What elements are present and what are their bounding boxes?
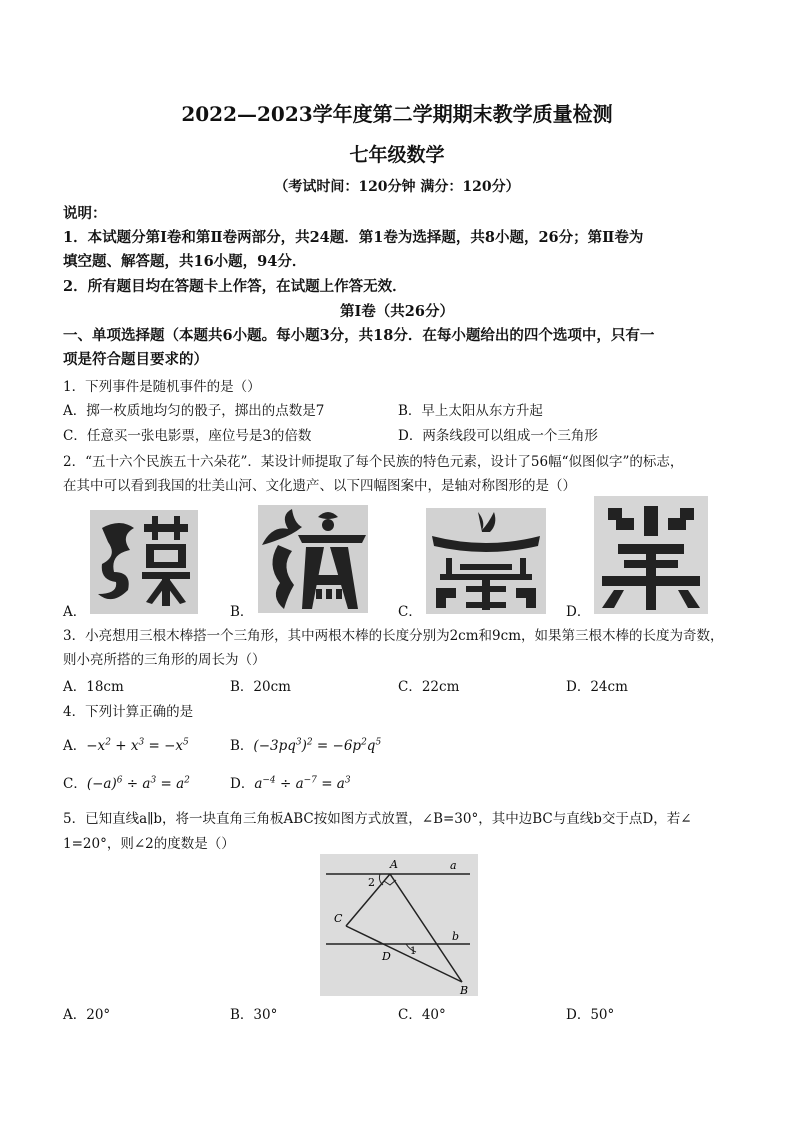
q4-option-c: [63, 772, 190, 792]
q4-option-b-expr: $(-3pq^3)^2 = -6p^2q^5$: [253, 737, 382, 754]
q2-option-d: D．: [566, 604, 591, 620]
q3-option-b: B．20cm: [230, 679, 291, 695]
q4-option-d: [230, 772, 351, 792]
q1-option-a: A．掷一枚质地均匀的骰子，掷出的点数是7: [63, 403, 325, 419]
part1-heading: 第Ⅰ卷（共26分）: [340, 303, 454, 320]
q4-option-a-label: A．: [63, 738, 87, 754]
q5-figure: [320, 854, 478, 996]
q5-stem-cont: 1=20°，则∠2的度数是（）: [63, 836, 235, 852]
exam-title: 2022—2023学年度第二学期期末教学质量检测: [181, 102, 613, 126]
q2-option-a: A．: [63, 604, 87, 620]
q5-option-c: C．40°: [398, 1007, 446, 1023]
q1-option-b: B．早上太阳从东方升起: [398, 403, 543, 419]
note-1-cont: 填空题、解答题，共16小题，94分．: [63, 253, 307, 270]
q4-option-d-label: D．: [230, 776, 255, 792]
fig-label-B: B: [460, 984, 469, 996]
q2-stem: 2．“五十六个民族五十六朵花”．某设计师提取了每个民族的特色元素，设计了56幅“似图似字”的标志，: [63, 454, 684, 470]
q4-option-a-expr: $-x^2 + x^3 = -x^5$: [86, 737, 189, 754]
q3-option-a: A．18cm: [63, 679, 124, 695]
note-2: 2．所有题目均在答题卡上作答，在试题上作答无效．: [63, 278, 407, 295]
section-heading-cont: 项是符合题目要求的）: [63, 351, 208, 368]
fig-label-C: C: [334, 912, 343, 925]
q3-option-c: C．22cm: [398, 679, 460, 695]
q2-option-c: C．: [398, 604, 422, 620]
q2-figure-c: [426, 508, 546, 614]
q2-stem-cont: 在其中可以看到我国的壮美山河、文化遗产、以下四幅图案中，是轴对称图形的是（）: [63, 478, 576, 494]
q5-stem: 5．已知直线a∥b，将一块直角三角板ABC按如图方式放置，∠B=30°，其中边BC与直线b交于点D，若∠: [63, 811, 692, 827]
q4-option-c-expr: $(-a)^6 \div a^3 = a^2$: [86, 775, 190, 792]
q5-option-d: D．50°: [566, 1007, 615, 1023]
q2-figure-d: [594, 496, 708, 614]
q1-option-d: D．两条线段可以组成一个三角形: [398, 428, 598, 444]
fig-label-a: a: [450, 859, 457, 872]
section-heading: 一、单项选择题（本题共6小题。每小题3分，共18分．在每小题给出的四个选项中，只有一: [63, 327, 655, 344]
q2-option-b: B．: [230, 604, 254, 620]
q4-option-d-expr: $a^{-4} \div a^{-7} = a^3$: [254, 775, 351, 792]
q4-option-b-label: B．: [230, 738, 254, 754]
q1-option-c: C．任意买一张电影票，座位号是3的倍数: [63, 428, 312, 444]
notes-heading: 说明：: [63, 205, 107, 222]
q4-stem: 4．下列计算正确的是: [63, 704, 194, 720]
note-1: 1．本试题分第Ⅰ卷和第Ⅱ卷两部分，共24题．第1卷为选择题，共8小题，26分；第Ⅱ卷为: [63, 229, 644, 246]
q4-option-b: [230, 734, 381, 754]
q4-option-c-label: C．: [63, 776, 87, 792]
q3-stem-cont: 则小亮所搭的三角形的周长为（）: [63, 652, 266, 668]
fig-label-1: 1: [410, 946, 417, 957]
q2-figure-a: [90, 510, 198, 614]
exam-subject: 七年级数学: [349, 144, 445, 166]
q3-stem: 3．小亮想用三根木棒搭一个三角形，其中两根木棒的长度分别为2cm和9cm，如果第三根木棒的长度为奇数，: [63, 628, 724, 644]
fig-label-2: 2: [368, 876, 375, 889]
fig-label-D: D: [382, 950, 391, 963]
q5-option-a: A．20°: [63, 1007, 111, 1023]
q2-figure-b: [258, 505, 368, 613]
q3-option-d: D．24cm: [566, 679, 628, 695]
q5-option-b: B．30°: [230, 1007, 278, 1023]
exam-info: （考试时间：120分钟 满分：120分）: [274, 179, 520, 195]
fig-label-A: A: [390, 858, 398, 871]
q1-stem: 1．下列事件是随机事件的是（）: [63, 379, 261, 395]
q4-option-a: [63, 734, 189, 754]
fig-label-b: b: [452, 930, 460, 943]
